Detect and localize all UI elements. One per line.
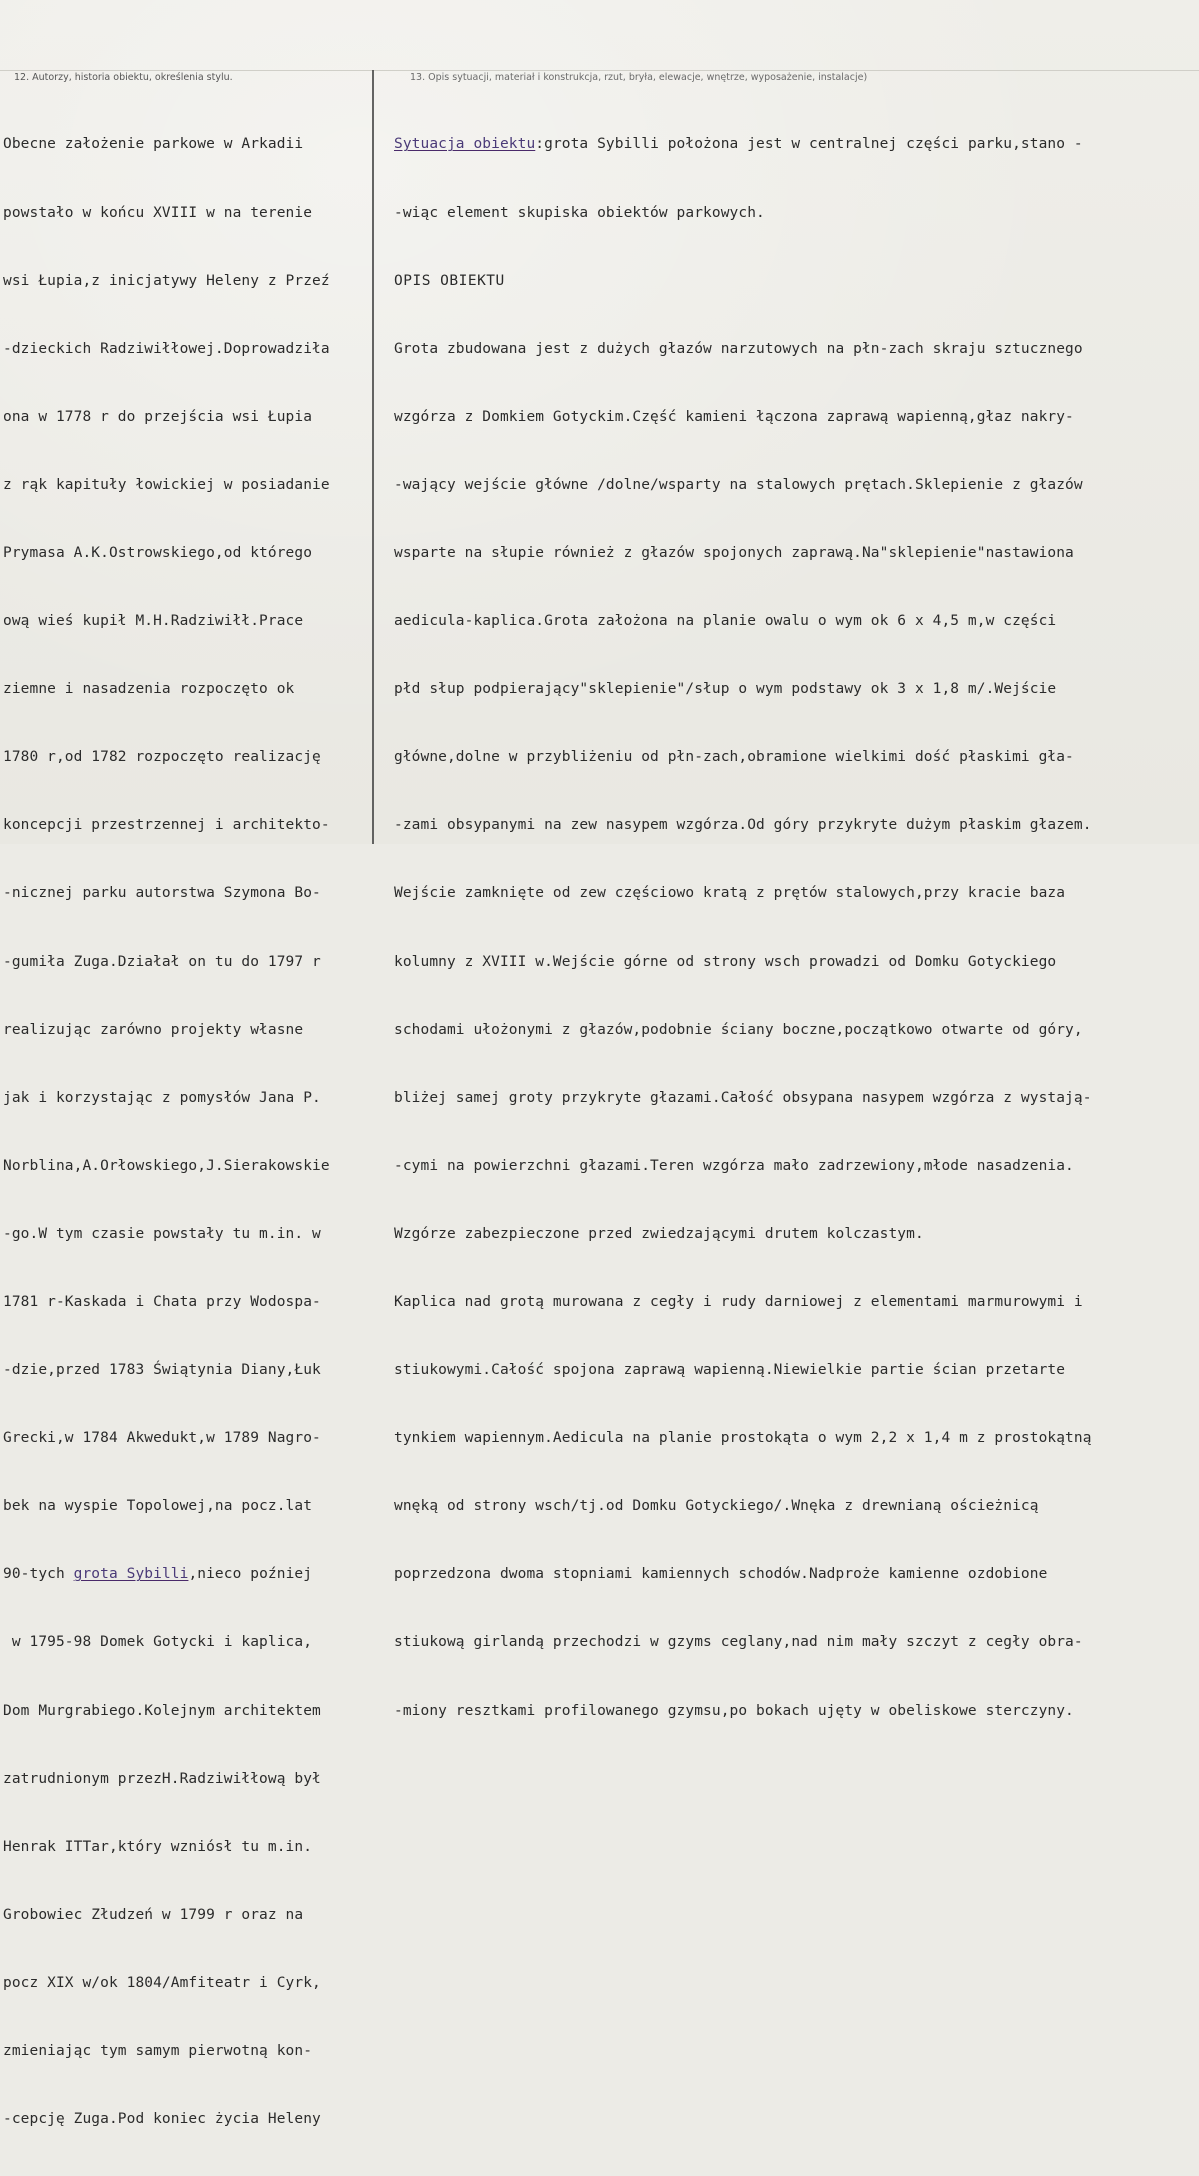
history-line: zmieniając tym samym pierwotną kon- <box>3 2043 313 2060</box>
history-line: zatrudnionym przezH.Radziwiłłową był <box>3 1770 321 1787</box>
history-line: -go.W tym czasie powstały tu m.in. w <box>3 1225 321 1242</box>
description-line: stiukową girlandą przechodzi w gzyms ceglany,nad nim mały szczyt z cegły obra- <box>394 1634 1083 1651</box>
history-line: Norblina,A.Orłowskiego,J.Sierakowskie <box>3 1157 330 1174</box>
description-line: Wzgórze zabezpieczone przed zwiedzającymi drutem kolczastym. <box>394 1225 924 1242</box>
description-line: kolumny z XVIII w.Wejście górne od strony wsch prowadzi od Domku Gotyckiego <box>394 953 1057 970</box>
history-line: realizując zarówno projekty własne <box>3 1021 304 1038</box>
description-line: wnęką od strony wsch/tj.od Domku Gotyckiego/.Wnęka z drewnianą ościeżnicą <box>394 1498 1039 1515</box>
history-line-prefix: 90-tych <box>3 1566 74 1583</box>
form-top-rule <box>0 70 1199 71</box>
description-line: -wający wejście główne /dolne/wsparty na stalowych prętach.Sklepienie z głazów <box>394 476 1083 493</box>
history-line: Dom Murgrabiego.Kolejnym architektem <box>3 1702 321 1719</box>
description-line: główne,dolne w przybliżeniu od płn-zach,obramione wielkimi dość płaskimi gła- <box>394 749 1074 766</box>
description-line: Grota zbudowana jest z dużych głazów narzutowych na płn-zach skraju sztucznego <box>394 340 1083 357</box>
description-line: aedicula-kaplica.Grota założona na planie owalu o wym ok 6 x 4,5 m,w części <box>394 613 1057 630</box>
history-line: ona w 1778 r do przejścia wsi Łupia <box>3 408 313 425</box>
history-line: jak i korzystając z pomysłów Jana P. <box>3 1089 321 1106</box>
description-line: wsparte na słupie również z głazów spojonych zaprawą.Na"sklepienie"nastawiona <box>394 544 1074 561</box>
history-line: Henrak ITTar,który wzniósł tu m.in. <box>3 1838 313 1855</box>
description-column <box>394 88 1194 1768</box>
history-line: -cepcję Zuga.Pod koniec życia Heleny <box>3 2111 321 2128</box>
description-line: -cymi na powierzchni głazami.Teren wzgórza mało zadrzewiony,młode nasadzenia. <box>394 1157 1074 1174</box>
history-column <box>3 88 371 2176</box>
description-line: -miony resztkami profilowanego gzymsu,po bokach ujęty w obeliskowe sterczyny. <box>394 1702 1074 1719</box>
description-line: wzgórza z Domkiem Gotyckim.Część kamieni łączona zaprawą wapienną,głaz nakry- <box>394 408 1074 425</box>
history-line: powstało w końcu XVIII w na terenie <box>3 204 313 221</box>
description-line: bliżej samej groty przykryte głazami.Całość obsypana nasypem wzgórza z wystają- <box>394 1089 1092 1106</box>
description-line: Kaplica nad grotą murowana z cegły i rudy darniowej z elementami marmurowymi i <box>394 1294 1083 1310</box>
situation-text: :grota Sybilli położona jest w centralnej części parku,stano - <box>535 136 1083 153</box>
situation-line-2: -wiąc element skupiska obiektów parkowych. <box>394 204 765 221</box>
history-line-suffix: ,nieco poźniej <box>188 1566 313 1583</box>
description-line: schodami ułożonymi z głazów,podobnie ściany boczne,początkowo otwarte od góry, <box>394 1021 1083 1038</box>
history-line: -dzie,przed 1783 Świątynia Diany,Łuk <box>3 1362 321 1379</box>
left-field-label: 12. Autorzy, historia obiektu, określenia stylu. <box>14 72 233 83</box>
history-line: -nicznej parku autorstwa Szymona Bo- <box>3 885 321 902</box>
history-line: bek na wyspie Topolowej,na pocz.lat <box>3 1498 313 1515</box>
history-line: koncepcji przestrzennej i architekto- <box>3 817 330 834</box>
section-heading: OPIS OBIEKTU <box>394 272 505 289</box>
history-line: wsi Łupia,z inicjatywy Heleny z Przeź <box>3 272 330 289</box>
history-line: 1781 r-Kaskada i Chata przy Wodospa- <box>3 1294 321 1310</box>
description-line: stiukowymi.Całość spojona zaprawą wapienną.Niewielkie partie ścian przetarte <box>394 1362 1066 1379</box>
history-line: Obecne założenie parkowe w Arkadii <box>3 136 304 153</box>
situation-line <box>394 133 1194 156</box>
grota-sybilli-underlined: grota Sybilli <box>73 1566 189 1583</box>
history-line: pocz XIX w/ok 1804/Amfiteatr i Cyrk, <box>3 1974 321 1991</box>
history-line: 1780 r,od 1782 rozpoczęto realizację <box>3 749 321 766</box>
history-line: Prymasa A.K.Ostrowskiego,od którego <box>3 544 313 561</box>
description-line: poprzedzona dwoma stopniami kamiennych schodów.Nadproże kamienne ozdobione <box>394 1566 1048 1583</box>
column-divider <box>372 70 374 844</box>
description-line: płd słup podpierający"sklepienie"/słup o wym podstawy ok 3 x 1,8 m/.Wejście <box>394 681 1057 698</box>
history-line: -dzieckich Radziwiłłowej.Doprowadziła <box>3 340 330 357</box>
right-field-label: 13. Opis sytuacji, materiał i konstrukcja, rzut, bryła, elewacje, wnętrze, wyposażenie, instalacje) <box>410 72 868 83</box>
history-line: ziemne i nasadzenia rozpoczęto ok <box>3 681 295 698</box>
description-line: tynkiem wapiennym.Aedicula na planie prostokąta o wym 2,2 x 1,4 m z prostokątną <box>394 1430 1092 1447</box>
history-line: ową wieś kupił M.H.Radziwiłł.Prace <box>3 613 304 630</box>
description-line: -zami obsypanymi na zew nasypem wzgórza.Od góry przykryte dużym płaskim głazem. <box>394 817 1092 834</box>
history-line: w 1795-98 Domek Gotycki i kaplica, <box>3 1634 313 1651</box>
history-line: Grobowiec Złudzeń w 1799 r oraz na <box>3 1906 304 1923</box>
history-line-grota <box>3 1563 371 1586</box>
history-line: Grecki,w 1784 Akwedukt,w 1789 Nagro- <box>3 1430 321 1447</box>
history-line: z rąk kapituły łowickiej w posiadanie <box>3 476 330 493</box>
history-line: -gumiła Zuga.Działał on tu do 1797 r <box>3 953 321 970</box>
description-line: Wejście zamknięte od zew częściowo kratą z prętów stalowych,przy kracie baza <box>394 885 1066 902</box>
situation-label: Sytuacja obiektu <box>394 136 536 153</box>
